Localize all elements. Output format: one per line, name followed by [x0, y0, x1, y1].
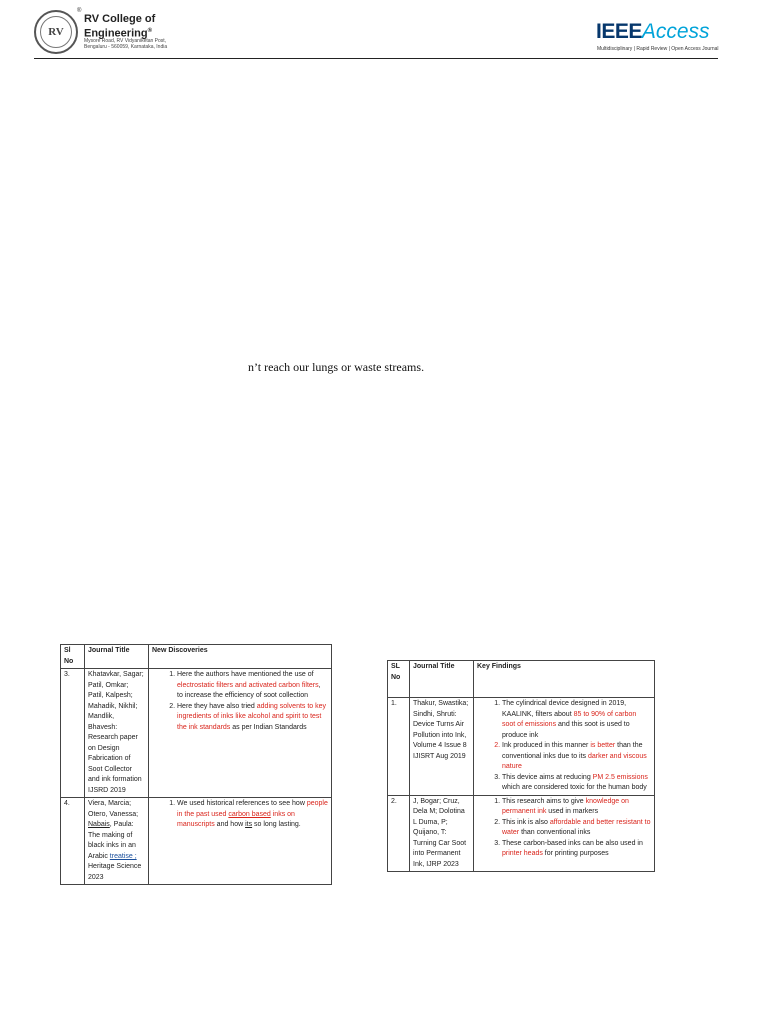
finding-text: and how	[214, 821, 246, 828]
college-name-line1: RV College of	[84, 13, 156, 25]
finding-text: than conventional inks	[519, 829, 591, 836]
title-text: , Paula: The making of black inks in an Arabic	[88, 821, 136, 860]
finding-text: which are considered toxic for the human body	[502, 784, 647, 791]
seal-registered-mark: ®	[77, 8, 82, 14]
cell-findings	[474, 795, 655, 872]
finding-text: used in markers	[546, 808, 599, 815]
cell-findings	[474, 698, 655, 796]
findings-list	[152, 799, 328, 831]
title-underlined: treatise ;	[109, 852, 137, 860]
finding-underlined: its	[245, 821, 253, 828]
finding-highlight: PM 2.5 emissions	[592, 773, 648, 781]
cell-sl-no: 2.	[388, 795, 410, 872]
header-sl-no: Sl No	[61, 645, 85, 669]
finding-text: We used historical references to see how	[177, 800, 307, 807]
table-header-row	[388, 661, 655, 698]
finding-highlight: inks on manuscripts	[177, 810, 295, 828]
college-seal-logo	[34, 10, 78, 54]
journal-tagline: Multidisciplinary | Rapid Review | Open Access Journal	[597, 46, 719, 52]
finding-item	[177, 702, 328, 734]
address-line1: Mysore Road, RV Vidyaniketan Post,	[84, 38, 167, 44]
finding-highlight: adding solvents to key ingredients of inks like alcohol and spirit to test the ink standards	[177, 702, 327, 731]
findings-list	[477, 699, 651, 794]
finding-highlight: printer heads	[502, 850, 543, 857]
finding-text: This research aims to give	[502, 797, 586, 805]
finding-text: These carbon-based inks can be also used in	[502, 839, 643, 847]
finding-text: as per Indian Standards	[230, 723, 307, 731]
finding-item	[177, 799, 328, 831]
title-text: Heritage Science 2023	[88, 863, 142, 881]
findings-list	[477, 797, 651, 860]
finding-text: This ink is also	[502, 818, 550, 826]
header-divider	[34, 58, 718, 59]
finding-item	[502, 699, 651, 741]
finding-item	[502, 773, 651, 794]
cell-journal-title: Khatavkar, Sagar; Patil, Omkar; Patil, Kalpesh; Mahadik, Nikhil; Mandlik, Bhavesh: Research paper on Design Fabrication of Soot Collector and ink formation IJSRD 2019	[85, 669, 149, 798]
literature-table-left	[60, 644, 332, 885]
finding-text: Here the authors have mentioned the use of	[177, 671, 314, 678]
finding-text: and this soot is used to produce ink	[502, 721, 630, 739]
finding-text: The cylindrical device designed in 2019, KAALINK, filters about	[502, 700, 627, 718]
table-header-row	[61, 645, 332, 669]
finding-highlight: knowledge on permanent ink	[502, 797, 629, 815]
header-new-discoveries: New Discoveries	[149, 645, 332, 669]
header-journal-title: Journal Title	[410, 661, 474, 698]
access-logo-text: Access	[641, 20, 710, 43]
cell-journal-title: Thakur, Swastika; Sindhi, Shruti: Device Turns Air Pollution into Ink, Volume 4 Issue 8 IJISRT Aug 2019	[410, 698, 474, 796]
college-name-line2: Engineering	[84, 27, 148, 40]
finding-highlight: affordable and better resistant to water	[502, 818, 651, 836]
college-registered-mark: ®	[147, 28, 152, 34]
title-text: Viera, Marcia; Otero, Vanessa;	[88, 800, 139, 818]
table-row	[388, 795, 655, 872]
cell-sl-no: 3.	[61, 669, 85, 798]
cell-findings	[149, 669, 332, 798]
college-name	[84, 13, 155, 40]
finding-item	[502, 797, 651, 818]
finding-text: Here they have also tried	[177, 702, 257, 710]
finding-highlight: 85 to 90% of carbon soot of emissions	[502, 710, 637, 728]
finding-text: for printing purposes	[542, 850, 609, 857]
literature-table-right	[387, 660, 655, 872]
finding-text: Ink produced in this manner	[502, 742, 591, 749]
finding-item	[502, 818, 651, 839]
finding-highlight: electrostatic filters and activated carbon filters	[177, 681, 319, 689]
finding-highlight: darker and viscous nature	[502, 752, 647, 770]
finding-highlight: is better	[590, 742, 616, 749]
header-sl-no: SL No	[388, 661, 410, 698]
ieee-access-logo	[596, 20, 710, 44]
finding-text: , to increase the efficiency of soot collection	[177, 681, 321, 699]
finding-text: so long lasting.	[252, 821, 301, 828]
finding-item	[502, 741, 651, 773]
finding-item	[502, 839, 651, 860]
address-line2: Bengaluru - 560059, Karnataka, India	[84, 44, 168, 50]
table-row	[61, 669, 332, 798]
cell-findings	[149, 798, 332, 885]
title-underlined: Nabais	[88, 821, 110, 828]
finding-highlight: carbon based	[228, 810, 271, 818]
cell-journal-title	[85, 798, 149, 885]
college-address	[84, 38, 194, 50]
seal-letters: RV	[40, 16, 72, 48]
findings-list	[152, 670, 328, 733]
table-row	[388, 698, 655, 796]
cell-sl-no: 4.	[61, 798, 85, 885]
table-row	[61, 798, 332, 885]
ieee-logo-text: IEEE	[596, 20, 642, 43]
cell-sl-no: 1.	[388, 698, 410, 796]
body-text-fragment: n’t reach our lungs or waste streams.	[248, 360, 425, 374]
header-journal-title: Journal Title	[85, 645, 149, 669]
finding-text: This device aims at reducing	[502, 773, 593, 781]
cell-journal-title: J, Bogar; Cruz, Dela M; Dolotina L Duma, P; Quijano, T: Turning Car Soot into Permanent Ink, IJRP 2023	[410, 795, 474, 872]
finding-text: than the conventional inks due to its	[502, 742, 643, 760]
finding-highlight: people in the past used	[177, 800, 328, 818]
finding-item	[177, 670, 328, 702]
header-key-findings: Key Findings	[474, 661, 655, 698]
